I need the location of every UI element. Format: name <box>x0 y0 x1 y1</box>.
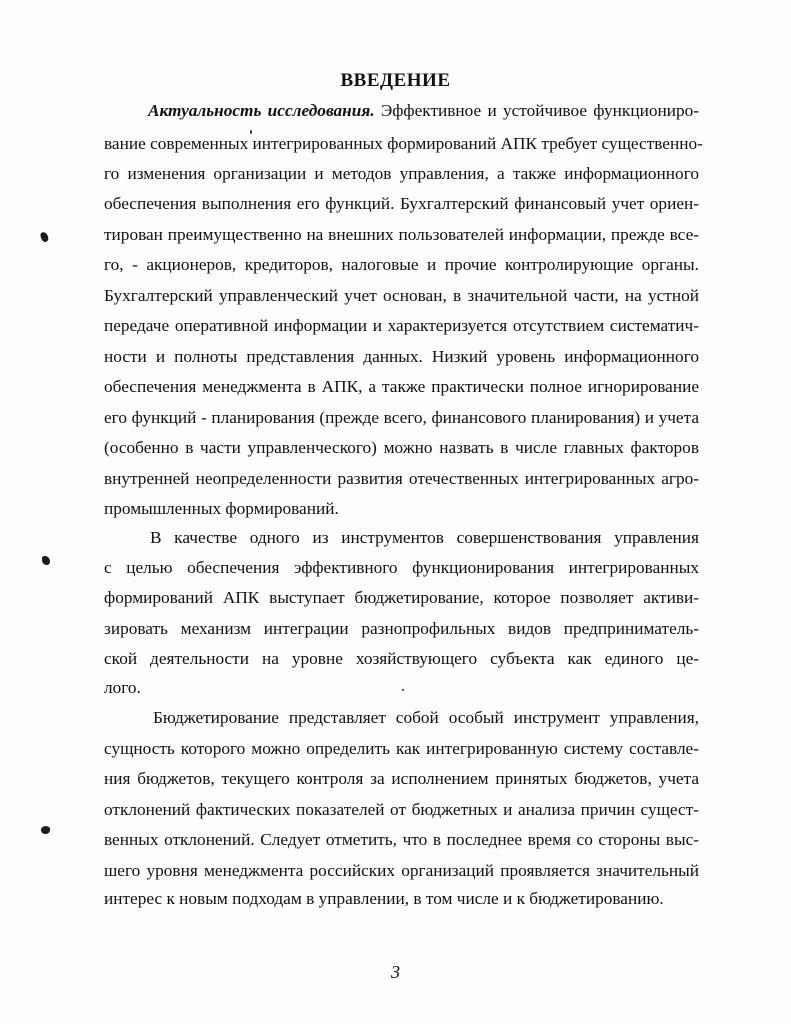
text-line: промышленных формирований. <box>104 499 339 518</box>
text-line: го, - акционеров, кредиторов, налоговые и прочие контролирующие органы. <box>104 255 699 274</box>
text-line: формирований АПК выступает бюджетирование, которое позволяет активи- <box>104 588 699 607</box>
page-number: 3 <box>391 962 400 982</box>
text-line: ности и полноты представления данных. Низкий уровень информационного <box>104 347 699 366</box>
text-line: внутренней неопределенности развития отечественных интегрированных агро- <box>104 469 699 488</box>
text-line: Бухгалтерский управленческий учет основан, в значительной части, на устной <box>104 286 699 305</box>
text-line: лого. <box>104 678 141 697</box>
text-line: В качестве одного из инструментов совершенствования управления <box>150 528 699 547</box>
text-line: Бюджетирование представляет собой особый инструмент управления, <box>153 708 699 727</box>
scan-artifact <box>40 825 51 835</box>
text-line: ния бюджетов, текущего контроля за исполнением принятых бюджетов, учета <box>104 769 699 788</box>
text-line: тирован преимущественно на внешних пользователей информации, прежде все- <box>104 225 699 244</box>
text-line: го изменения организации и методов управления, а также информационного <box>104 164 699 183</box>
text-line: венных отклонений. Следует отметить, что в последнее время со стороны выс- <box>104 830 699 849</box>
text-line: его функций - планирования (прежде всего, финансового планирования) и учета <box>104 408 699 427</box>
text-line: отклонений фактических показателей от бюджетных и анализа причин сущест- <box>104 800 699 819</box>
text-line: сущность которого можно определить как интегрированную систему составле- <box>104 739 699 758</box>
text-line: ской деятельности на уровне хозяйствующего субъекта как единого це- <box>104 649 699 668</box>
text-line: обеспечения менеджмента в АПК, а также практически полное игнорирование <box>104 377 699 396</box>
text-line: с целью обеспечения эффективного функционирования интегрированных <box>104 558 699 577</box>
text-line: передаче оперативной информации и характеризуется отсутствием систематич- <box>104 316 699 335</box>
lead-heading: Актуальность исследования. <box>148 101 375 120</box>
scan-artifact <box>42 556 50 565</box>
text-line: Актуальность исследования. Эффективное и устойчивое функциониро- <box>148 101 699 120</box>
scan-artifact <box>40 231 50 243</box>
text-line: шего уровня менеджмента российских организаций проявляется значительный <box>104 861 699 880</box>
page-title: ВВЕДЕНИЕ <box>340 70 451 91</box>
text-line: зировать механизм интеграции разнопрофильных видов предприниматель- <box>104 619 699 638</box>
text-line: вание современных интегрированных формирований АПК требует существенно- <box>104 134 703 153</box>
text-line: интерес к новым подходам в управлении, в том числе и к бюджетированию. <box>104 889 664 908</box>
text-line: обеспечения выполнения его функций. Бухгалтерский финансовый учет ориен- <box>104 194 699 213</box>
text-line: (особенно в части управленческого) можно назвать в числе главных факторов <box>104 438 699 457</box>
